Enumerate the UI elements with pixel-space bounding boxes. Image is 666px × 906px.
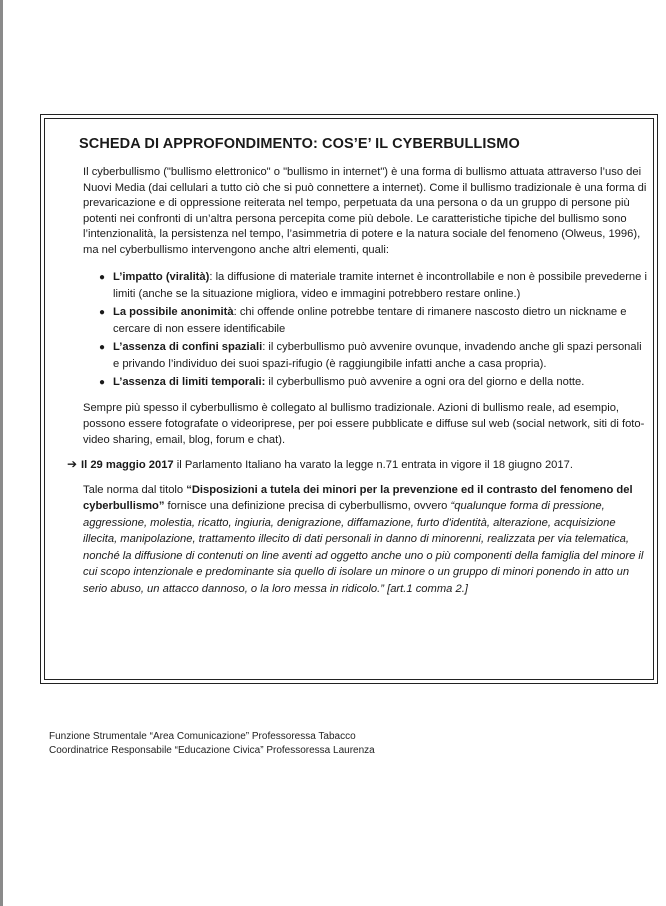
bullet-icon: ● [99, 306, 106, 318]
list-item [99, 374, 649, 391]
list-item-text: il cyberbullismo può avvenire a ogni ora del giorno e della notte. [265, 375, 585, 388]
list-item-term: L’assenza di confini spaziali [113, 340, 263, 353]
law-statement [67, 456, 649, 473]
law-text: il Parlamento Italiano ha varato la legge n.71 entrata in vigore il 18 giugno 2017. [173, 458, 573, 471]
footer [49, 730, 375, 758]
info-box-content [67, 135, 649, 597]
footer-line-civic-education: Coordinatrice Responsabile “Educazione Civica” Professoressa Laurenza [49, 745, 375, 756]
norm-law-title: “Disposizioni a tutela dei minori per la prevenzione ed il contrasto del fenomeno del cyberbullismo” [83, 483, 633, 513]
list-item-text: : la diffusione di materiale tramite internet è incontrollabile e non è possibile prevederne i limiti (anche se la situazione migliora, video e immagini potrebbero restare online.) [113, 270, 647, 300]
list-item-text: : il cyberbullismo può avvenire ovunque, invadendo anche gli spazi personali e privando l’individuo dei suoi spazi-rifugio (è raggiungibile infatti anche a casa propria). [113, 340, 642, 370]
list-item [99, 304, 649, 338]
list-item-term: L’assenza di limiti temporali: [113, 375, 266, 388]
page-edge [0, 0, 3, 906]
arrow-right-icon: ➔ [67, 456, 78, 471]
footer-line-communication: Funzione Strumentale “Area Comunicazione” Professoressa Tabacco [49, 731, 356, 742]
norm-definition: “qualunque forma di pressione, aggressione, molestia, ricatto, ingiuria, denigrazione, diffamazione, furto d'identità, alterazione, acquisizione illecita, manipolazione, trattamento illecito di dati personali in danno di minorenni, realizzata per via telematica, nonché la diffusione di contenuti on line aventi ad oggetto anche uno o più componenti della famiglia del minore il cui scopo intenzionale e predominante sia quello di isolare un minore o un gruppo di minori ponendo in atto un serio abuso, un attacco dannoso, o la loro messa in ridicolo.” [art.1 comma 2.] [83, 500, 644, 595]
norm-lead: Tale norma dal titolo [83, 483, 187, 496]
info-box [40, 114, 658, 684]
list-item [99, 269, 649, 303]
bullet-icon: ● [99, 271, 106, 283]
list-item [99, 339, 649, 373]
list-item-term: L’impatto (viralità) [113, 270, 210, 283]
bullet-icon: ● [99, 376, 106, 388]
list-item-term: La possibile anonimità [113, 305, 234, 318]
intro-paragraph: Il cyberbullismo ("bullismo elettronico" o "bullismo in internet") è una forma di bullismo attuata attraverso l’uso dei Nuovi Media (dai cellulari a tutto ciò che si può connettere a internet). Come il bullismo tradizionale è una forma di prevaricazione e di oppressione reiterata nel tempo, perpetuata da una persona o da un gruppo di persone più potenti nei confronti di un’altra persona percepita come più debole. Le caratteristiche tipiche del bullismo sono l’intenzionalità, la persistenza nel tempo, l’asimmetria di potere e la natura sociale del fenomeno (Olweus, 1996), ma nel cyberbullismo intervengono anche altri elementi, quali: [83, 166, 647, 256]
list-item-text: : chi offende online potrebbe tentare di rimanere nascosto dietro un nickname e cercare di non essere identificabile [113, 305, 627, 335]
norm-paragraph [83, 482, 649, 598]
elements-list [83, 269, 649, 391]
norm-middle: fornisce una definizione precisa di cyberbullismo, ovvero [164, 500, 451, 513]
bullet-icon: ● [99, 341, 106, 353]
cyberbullying-link-paragraph: Sempre più spesso il cyberbullismo è collegato al bullismo tradizionale. Azioni di bullismo reale, ad esempio, possono essere fotografate o videoriprese, per poi essere pubblicate e diffuse sul web (social network, siti di foto-video sharing, email, blog, forum e chat). [83, 401, 645, 446]
box-title: SCHEDA DI APPROFONDIMENTO: COS’E’ IL CYBERBULLISMO [79, 136, 520, 152]
law-date: Il 29 maggio 2017 [81, 458, 174, 471]
